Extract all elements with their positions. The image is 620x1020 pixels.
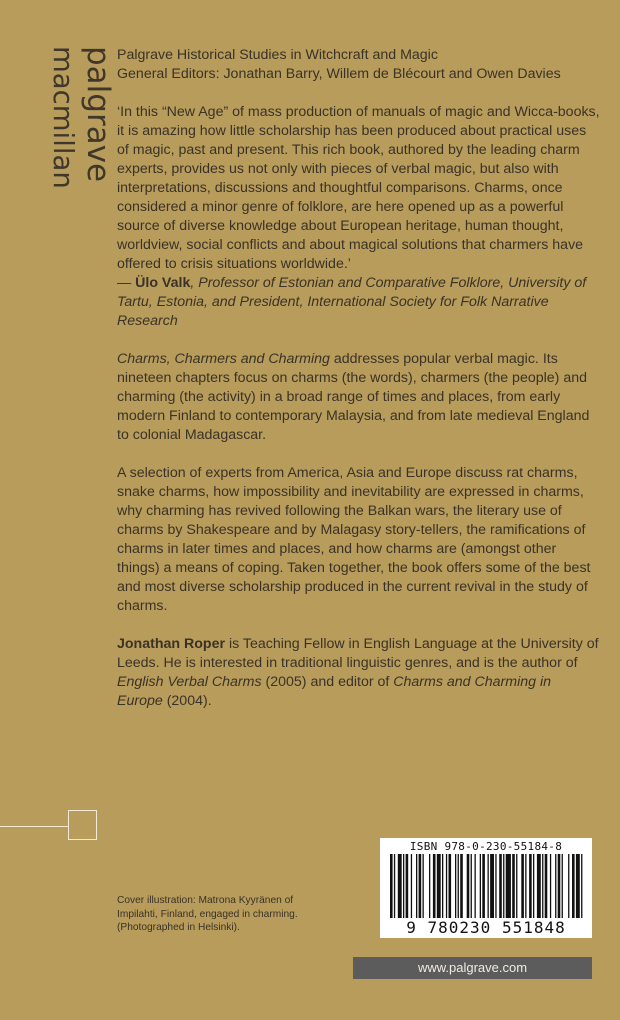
barcode-bar	[437, 854, 441, 918]
barcode-bar	[555, 854, 556, 918]
barcode-bar	[446, 854, 447, 918]
barcode-bar	[490, 854, 494, 918]
barcode-bar	[398, 854, 402, 918]
ean-digits: 9 780230 551848	[406, 918, 566, 937]
publisher-logo	[20, 46, 116, 196]
description-paragraph-2: A selection of experts from America, Asia and Europe discuss rat charms, snake charms, how impossibility and inevitability are expressed in charms, why charming has revived following the Balkan wars, the literary use of charms by Shakespeare and by Malagasy story-tellers, the ramifications of charms in later times and places, and how charms are (amongst other things) a means of coping. Taken together, the book offers some of the best and most diverse scholarship produced in the current revival in the study of charms.	[117, 465, 591, 614]
barcode-bar	[572, 854, 575, 918]
barcode-bar	[458, 854, 459, 918]
barcode-bar	[406, 854, 409, 918]
barcode-bar	[482, 854, 485, 918]
author-name: Jonathan Roper	[117, 636, 225, 652]
isbn-barcode	[380, 838, 592, 938]
author-bio-text-3: (2004).	[162, 693, 212, 709]
barcode-bar	[449, 854, 452, 918]
quote-attribution	[117, 274, 600, 331]
barcode-bar	[433, 854, 436, 918]
barcode-bar	[506, 854, 511, 918]
barcode-bar	[455, 854, 456, 918]
author-book-2: Charms and Charming in Europe	[117, 674, 551, 709]
series-title: Palgrave Historical Studies in Witchcraft and Magic	[117, 47, 438, 63]
barcode-bar	[562, 854, 563, 918]
quote-author: Ülo Valk	[135, 275, 191, 291]
barcode-bar	[550, 854, 551, 918]
barcode-bar	[475, 854, 476, 918]
barcode-bar	[581, 854, 582, 918]
barcode-bar	[488, 854, 489, 918]
barcode-bar	[503, 854, 504, 918]
cover-caption: Cover illustration: Matrona Kyyränen of Impilahti, Finland, engaged in charming. (Photographed in Helsinki).	[117, 895, 298, 933]
barcode-bars	[386, 854, 586, 918]
series-editors: General Editors: Jonathan Barry, Willem de Blécourt and Owen Davies	[117, 66, 561, 82]
barcode-bar	[429, 854, 430, 918]
author-bio	[117, 635, 600, 711]
website-url: www.palgrave.com	[353, 957, 592, 979]
barcode-bar	[480, 854, 481, 918]
logo-palgrave: palgrave	[80, 46, 116, 183]
quote-affiliation: , Professor of Estonian and Comparative Folklore, University of Tartu, Estonia, and President, International Society for Folk Narrative Research	[117, 275, 587, 329]
barcode-bar	[495, 854, 496, 918]
barcode-bar	[471, 854, 472, 918]
barcode-bar	[394, 854, 395, 918]
book-title: Charms, Charmers and Charming	[117, 351, 330, 367]
barcode-bar	[499, 854, 502, 918]
decorative-square	[68, 810, 97, 840]
barcode-bar	[545, 854, 548, 918]
barcode-bar	[411, 854, 412, 918]
barcode-bar	[533, 854, 534, 918]
series-info	[117, 46, 607, 84]
barcode-bar	[525, 854, 526, 918]
author-bio-text-2: (2005) and editor of	[261, 674, 394, 690]
author-book-1: English Verbal Charms	[117, 674, 262, 690]
barcode-bar	[423, 854, 424, 918]
barcode-bar	[416, 854, 417, 918]
barcode-bar	[390, 854, 393, 918]
barcode-bar	[467, 854, 470, 918]
barcode-bar	[516, 854, 517, 918]
barcode-bar	[568, 854, 569, 918]
quote-dash: —	[117, 275, 136, 291]
barcode-bar	[419, 854, 422, 918]
barcode-bar	[558, 854, 561, 918]
author-bio-text-1: is Teaching Fellow in English Language at the University of Leeds. He is interested in traditional linguistic genres, and is the author of	[117, 636, 599, 671]
barcode-bar	[512, 854, 515, 918]
logo-macmillan: macmillan	[47, 46, 79, 189]
description-paragraph-1	[117, 350, 600, 445]
barcode-bar	[542, 854, 543, 918]
decorative-line	[0, 826, 68, 827]
description-paragraph-1-text: addresses popular verbal magic. Its nineteen chapters focus on charms (the words), charmers (the people) and charming (the activity) in a broad range of times and places, from early modern Finland to contemporary Malaysia, and from late medieval England to colonial Madagascar.	[117, 351, 590, 443]
barcode-bar	[537, 854, 541, 918]
barcode-bar	[460, 854, 463, 918]
barcode-bar	[576, 854, 580, 918]
isbn-text: ISBN 978-0-230-55184-8	[409, 840, 563, 853]
barcode-bar	[521, 854, 524, 918]
barcode-bar	[442, 854, 443, 918]
back-cover-text	[117, 103, 600, 711]
barcode-bar	[529, 854, 532, 918]
endorsement-quote: ‘In this “New Age” of mass production of manuals of magic and Wicca-books, it is amazing how little scholarship has been produced about practical uses of magic, past and present. This rich book, authored by the leading charm experts, provides us not only with pieces of verbal magic, but also with interpretations, discussions and thoughtful comparisons. Charms, once considered a minor genre of folklore, are here opened up as a powerful source of diverse knowledge about European heritage, human thought, worldview, social conflicts and about magical solutions that charmers have offered to crisis situations worldwide.’	[117, 104, 600, 272]
barcode-bar	[403, 854, 404, 918]
